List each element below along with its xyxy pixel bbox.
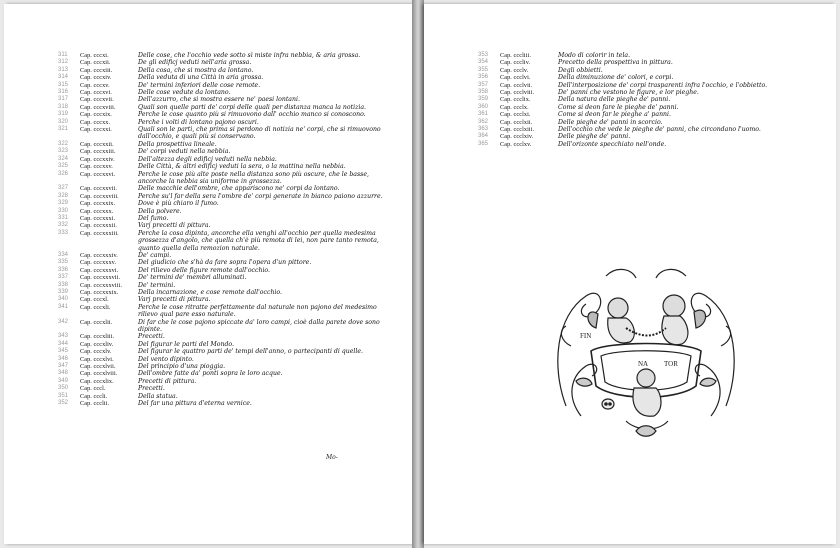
chapter-number: 355 [478, 66, 489, 73]
chapter-number: 324 [58, 155, 69, 162]
chapter-title: Del figurar le quattro parti de' tempi dell'anno, o partecipanti di quelle. [138, 348, 363, 356]
chapter-entry [58, 348, 388, 355]
chapter-title: Precetti. [138, 333, 165, 341]
chapter-title: Del rilievo delle figure remote dall'occhio. [138, 266, 271, 274]
chapter-label: Cap. cccxvii. [80, 96, 114, 104]
chapter-number: 363 [478, 126, 489, 133]
chapter-label: Cap. cccliii. [500, 52, 532, 59]
chapter-label: Cap. cccxxx. [80, 207, 114, 215]
chapter-title: Dove è più chiaro il fumo. [138, 200, 219, 208]
chapter-title: Precetti di pittura. [138, 377, 197, 385]
chapter-title: Quali son le parti, che prima si perdono di notizia ne' corpi, che si rimuovono dall'occhio, e quali più si conservano. [138, 126, 381, 141]
chapter-title: Perche le cose ritratte perfettamente dal naturale non pajono del medesimo rilievo qual pare esso naturale. [138, 303, 377, 319]
chapter-label: Cap. cccxxxvii. [80, 274, 121, 282]
chapter-title: Varj precetti di pittura. [138, 222, 211, 230]
chapter-number: 350 [58, 385, 69, 392]
chapter-title: Delle cose, che l'occhio vede sotto sì miste infra nebbia, & aria grossa. [138, 52, 361, 59]
chapter-entry [478, 74, 818, 81]
chapter-number: 312 [58, 59, 69, 66]
chapter-label: Cap. cccxiii. [80, 66, 113, 74]
chapter-entry [58, 163, 388, 170]
chapter-title: Perche la cosa dipinta, ancorche ella venghi all'occhio per quella medesima grossezza d'angolo, che quella ch'è più remota di lei, non pare tanto remota, quanto quella della remozion naturale. [138, 229, 379, 252]
chapter-label: Cap. cccxv. [80, 81, 110, 89]
vignette-inscription-center: NA [638, 360, 649, 368]
chapter-entry [478, 104, 818, 111]
chapter-entry [58, 274, 388, 281]
chapter-number: 364 [478, 133, 489, 140]
chapter-title: Dell'azzurro, che si mostra essere ne' paesi lontani. [138, 96, 300, 104]
chapter-number: 342 [58, 318, 69, 325]
chapter-title: Della prospettiva lineale. [138, 140, 217, 148]
chapter-label: Cap. cccxxxix. [80, 289, 119, 296]
chapter-number: 334 [58, 251, 69, 258]
chapter-entry [58, 393, 388, 400]
chapter-number: 311 [58, 52, 68, 58]
chapter-title: Di far che le cose pajono spiccate da' loro campi, cioè dalla parete dove sono dipinte. [138, 318, 380, 334]
chapter-label: Cap. ccclvi. [500, 74, 531, 82]
chapter-entry [58, 222, 388, 229]
chapter-entry [58, 171, 388, 186]
chapter-entry [58, 89, 388, 96]
chapter-number: 345 [58, 348, 69, 355]
chapter-entry [58, 215, 388, 222]
chapter-label: Cap. cccl. [80, 385, 106, 393]
chapter-entry [58, 111, 388, 118]
chapter-number: 346 [58, 355, 69, 362]
chapter-title: Perche i volti di lontano pajono oscuri. [138, 118, 259, 126]
chapter-number: 318 [58, 103, 69, 110]
chapter-title: Delle pieghe de' panni. [558, 133, 631, 141]
chapter-title: Del figurar le parti del Mondo. [138, 340, 235, 348]
chapter-title: Delle pieghe de' panni in scorcio. [558, 118, 663, 126]
chapter-number: 317 [58, 96, 69, 103]
chapter-number: 321 [58, 126, 69, 133]
chapter-label: Cap. ccclii. [80, 400, 110, 408]
chapter-entry [58, 400, 388, 407]
chapter-title: Della diminuzione de' colori, e corpi. [558, 74, 674, 82]
chapter-entry [58, 230, 388, 252]
chapter-number: 356 [478, 74, 489, 81]
chapter-number: 327 [58, 185, 69, 192]
chapter-title: Della veduta di una Città in aria grossa. [138, 74, 264, 82]
chapter-label: Cap. cccliv. [500, 59, 531, 67]
chapter-entry [58, 148, 388, 155]
chapter-label: Cap. ccclxi. [500, 111, 531, 119]
chapter-number: 338 [58, 281, 69, 288]
chapter-label: Cap. cccxxv. [80, 163, 113, 171]
chapter-title: De' termini de' membri alluminati. [138, 274, 247, 282]
chapter-entry [58, 282, 388, 289]
chapter-label: Cap. cccxxxii. [80, 222, 117, 230]
chapter-number: 358 [478, 89, 489, 96]
chapter-title: Degli obbietti. [558, 66, 603, 74]
chapter-title: Varj precetti di pittura. [138, 296, 211, 304]
chapter-entry [478, 67, 818, 74]
chapter-entry [58, 363, 388, 370]
chapter-label: Cap. cccxxix. [80, 200, 116, 208]
chapter-number: 340 [58, 296, 69, 303]
chapter-label: Cap. cccxli. [80, 303, 111, 311]
chapter-title: Della statua. [138, 392, 178, 400]
chapter-number: 322 [58, 140, 69, 147]
chapter-entry [58, 200, 388, 207]
chapter-number: 344 [58, 340, 69, 347]
chapter-title: Come si deon fare le pieghe de' panni. [558, 103, 679, 111]
chapter-title: Dell'occhio che vede le pieghe de' panni, che circondano l'uomo. [558, 126, 761, 134]
chapter-label: Cap. ccclviii. [500, 89, 535, 97]
chapter-label: Cap. cccxlvii. [80, 363, 116, 371]
chapter-label: Cap. cccxlviii. [80, 370, 118, 378]
chapter-entry [478, 89, 818, 96]
chapter-title: Perche su'l far della sera l'ombre de' corpi generate in bianco paiono azzurre. [138, 192, 383, 200]
chapter-entry [58, 289, 388, 296]
chapter-label: Cap. cccxlii. [80, 318, 113, 326]
chapter-entry [58, 104, 388, 111]
chapter-title: De' corpi veduti nella nebbia. [138, 148, 231, 156]
chapter-title: Delle Città, & altri edificj veduti la sera, o la mattina nella nebbia. [138, 163, 346, 171]
chapter-number: 362 [478, 118, 489, 125]
chapter-label: Cap. cccxxvi. [80, 170, 116, 178]
chapter-entry [478, 126, 818, 133]
chapter-number: 319 [58, 111, 69, 118]
chapter-entry [478, 133, 818, 140]
chapter-number: 326 [58, 170, 69, 177]
chapter-number: 343 [58, 333, 69, 340]
chapter-label: Cap. cccxxi. [80, 126, 112, 134]
chapter-entry [58, 74, 388, 81]
chapter-entry [58, 370, 388, 377]
chapter-number: 361 [478, 111, 489, 118]
chapter-entry [478, 82, 818, 89]
chapter-entry [58, 67, 388, 74]
chapter-entry [58, 252, 388, 259]
chapter-entry [58, 378, 388, 385]
chapter-entry [58, 208, 388, 215]
chapter-title: De' termini. [138, 281, 176, 289]
catchword: Mo- [326, 454, 338, 461]
chapter-label: Cap. cccxxiii. [80, 148, 116, 156]
chapter-entry [58, 193, 388, 200]
chapter-label: Cap. cccxxii. [80, 140, 114, 148]
chapter-label: Cap. ccclx. [500, 103, 529, 111]
chapter-entry [478, 111, 818, 118]
chapter-title: Del fumo. [138, 214, 169, 222]
chapter-number: 348 [58, 370, 69, 377]
chapter-title: De' panni che vestono le figure, e lor pieghe. [558, 89, 699, 97]
cherubs-cartouche-vignette-icon [546, 256, 746, 446]
chapter-label: Cap. ccclv. [500, 66, 529, 74]
chapter-title: Del principio d'una pioggia. [138, 363, 226, 371]
chapter-label: Cap. cccxlvi. [80, 355, 114, 363]
chapter-number: 331 [58, 214, 69, 221]
chapter-title: Delle macchie dell'ombre, che appariscono ne' corpi da lontano. [138, 185, 340, 193]
chapter-title: Della polvere. [138, 207, 182, 215]
chapter-label: Cap. ccclxiii. [500, 126, 535, 134]
chapter-number: 352 [58, 400, 69, 407]
chapter-entry [58, 341, 388, 348]
chapter-number: 320 [58, 118, 69, 125]
chapter-entry [58, 96, 388, 103]
chapter-entry [58, 296, 388, 303]
chapter-label: Cap. cccxix. [80, 111, 112, 119]
chapter-number: 349 [58, 377, 69, 384]
chapter-entry [58, 185, 388, 192]
chapter-label: Cap. cccxl. [80, 296, 109, 304]
chapter-title: De' campi. [138, 251, 172, 259]
chapter-number: 315 [58, 81, 69, 88]
chapter-entry [478, 96, 818, 103]
chapter-number: 329 [58, 200, 69, 207]
chapter-label: Cap. cccxlix. [80, 377, 114, 385]
chapter-label: Cap. cccxxxviii. [80, 281, 122, 289]
chapter-label: Cap. ccclvii. [500, 81, 533, 89]
chapter-title: Delle cose vedute da lontano. [138, 89, 231, 97]
chapter-label: Cap. cccxxxiv. [80, 251, 118, 259]
chapter-label: Cap. cccxliii. [80, 333, 115, 341]
chapter-number: 360 [478, 103, 489, 110]
chapter-label: Cap. ccclxiv. [500, 133, 534, 141]
chapter-label: Cap. cccxxxv. [80, 259, 117, 267]
chapter-entry [478, 119, 818, 126]
chapter-label: Cap. cccxxxiii. [80, 229, 119, 237]
chapter-entry [58, 304, 388, 319]
chapter-label: Cap. cccxviii. [80, 103, 116, 111]
chapter-label: Cap. ccclxii. [500, 118, 533, 126]
chapter-title: Dell'ombre fatte da' ponti sopra le loro acque. [138, 370, 283, 378]
chapter-number: 354 [478, 59, 489, 66]
chapter-label: Cap. cccxi. [80, 52, 109, 59]
chapter-number: 341 [58, 303, 69, 310]
chapter-entry [58, 319, 388, 334]
chapter-title: Perche le cose quanto più si rimuovono dall' occhio manco si conoscono. [138, 111, 366, 119]
chapter-entry [58, 267, 388, 274]
chapter-title: Perche le cose più alte poste nella distanza sono più oscure, che le basse, ancorche la nebbia sia uniforme in grossezza. [138, 170, 369, 185]
chapter-label: Cap. cccxliv. [80, 340, 114, 348]
chapter-title: Precetti. [138, 385, 165, 393]
chapter-entry [58, 141, 388, 148]
chapter-number: 353 [478, 52, 489, 58]
chapter-number: 323 [58, 148, 69, 155]
chapter-title: Del far una pittura d'eterna vernice. [138, 400, 252, 408]
book-gutter [412, 0, 424, 548]
chapter-label: Cap. cccxxvii. [80, 185, 117, 193]
chapter-entry [58, 385, 388, 392]
chapter-title: De' termini inferiori delle cose remote. [138, 81, 261, 89]
chapter-label: Cap. cccxxxvi. [80, 266, 119, 274]
chapter-number: 365 [478, 140, 489, 147]
chapter-title: Della natura delle pieghe de' panni. [558, 96, 671, 104]
left-chapter-list [58, 52, 388, 408]
chapter-entry [478, 141, 818, 148]
chapter-entry [58, 59, 388, 66]
right-page [424, 4, 836, 544]
chapter-label: Cap. cccli. [80, 392, 108, 400]
chapter-title: Come si deon far le pieghe a' panni. [558, 111, 671, 119]
chapter-title: Della incarnazione, e cose remote dall'occhio. [138, 289, 282, 296]
chapter-entry [478, 52, 818, 59]
chapter-title: Modo di colorir in tela. [558, 52, 631, 59]
chapter-number: 359 [478, 96, 489, 103]
chapter-entry [58, 156, 388, 163]
chapter-number: 347 [58, 363, 69, 370]
chapter-title: Del vento dipinto. [138, 355, 194, 363]
chapter-title: Dell'interposizione de' corpi trasparenti infra l'occhio, e l'obbietto. [558, 81, 768, 89]
chapter-label: Cap. cccxii. [80, 59, 111, 67]
chapter-label: Cap. cccxvi. [80, 89, 112, 97]
chapter-entry [58, 356, 388, 363]
chapter-label: Cap. cccxlv. [80, 348, 112, 356]
chapter-number: 351 [58, 392, 69, 399]
chapter-label: Cap. cccxiv. [80, 74, 112, 82]
chapter-title: De gli edificj veduti nell'aria grossa. [138, 59, 252, 67]
chapter-entry [58, 82, 388, 89]
chapter-number: 339 [58, 289, 69, 295]
chapter-entry [58, 52, 388, 59]
chapter-number: 330 [58, 207, 69, 214]
chapter-number: 336 [58, 266, 69, 273]
chapter-number: 335 [58, 259, 69, 266]
chapter-number: 313 [58, 66, 69, 73]
chapter-entry [478, 59, 818, 66]
left-page [4, 4, 412, 544]
vignette-inscription-right: TOR [664, 360, 678, 368]
chapter-label: Cap. cccxx. [80, 118, 111, 126]
vignette-inscription-left: FIN [580, 332, 592, 340]
chapter-label: Cap. cccxxxi. [80, 214, 116, 222]
chapter-title: Dell'altezza degli edificj veduti nella nebbia. [138, 155, 277, 163]
chapter-label: Cap. ccclxv. [500, 140, 532, 148]
chapter-title: Dell'orizonte specchiato nell'onde. [558, 140, 667, 148]
chapter-entry [58, 119, 388, 126]
chapter-label: Cap. cccxxviii. [80, 192, 119, 200]
chapter-number: 314 [58, 74, 69, 81]
chapter-number: 328 [58, 192, 69, 199]
chapter-entry [58, 259, 388, 266]
chapter-entry [58, 333, 388, 340]
chapter-number: 325 [58, 163, 69, 170]
chapter-number: 337 [58, 274, 69, 281]
chapter-title: Quali son quelle parti de' corpi delle quali per distanza manca la notizia. [138, 103, 366, 111]
chapter-number: 357 [478, 81, 489, 88]
chapter-title: Del giudicio che s'hà da fare sopra l'opera d'un pittore. [138, 259, 312, 267]
chapter-title: Precetto della prospettiva in pittura. [558, 59, 673, 67]
chapter-number: 332 [58, 222, 69, 229]
chapter-number: 333 [58, 229, 69, 236]
chapter-number: 316 [58, 89, 69, 96]
chapter-title: Della cosa, che si mostra da lontano. [138, 66, 254, 74]
chapter-label: Cap. ccclix. [500, 96, 531, 104]
chapter-label: Cap. cccxxiv. [80, 155, 115, 163]
right-chapter-list [478, 52, 818, 148]
chapter-entry [58, 126, 388, 141]
